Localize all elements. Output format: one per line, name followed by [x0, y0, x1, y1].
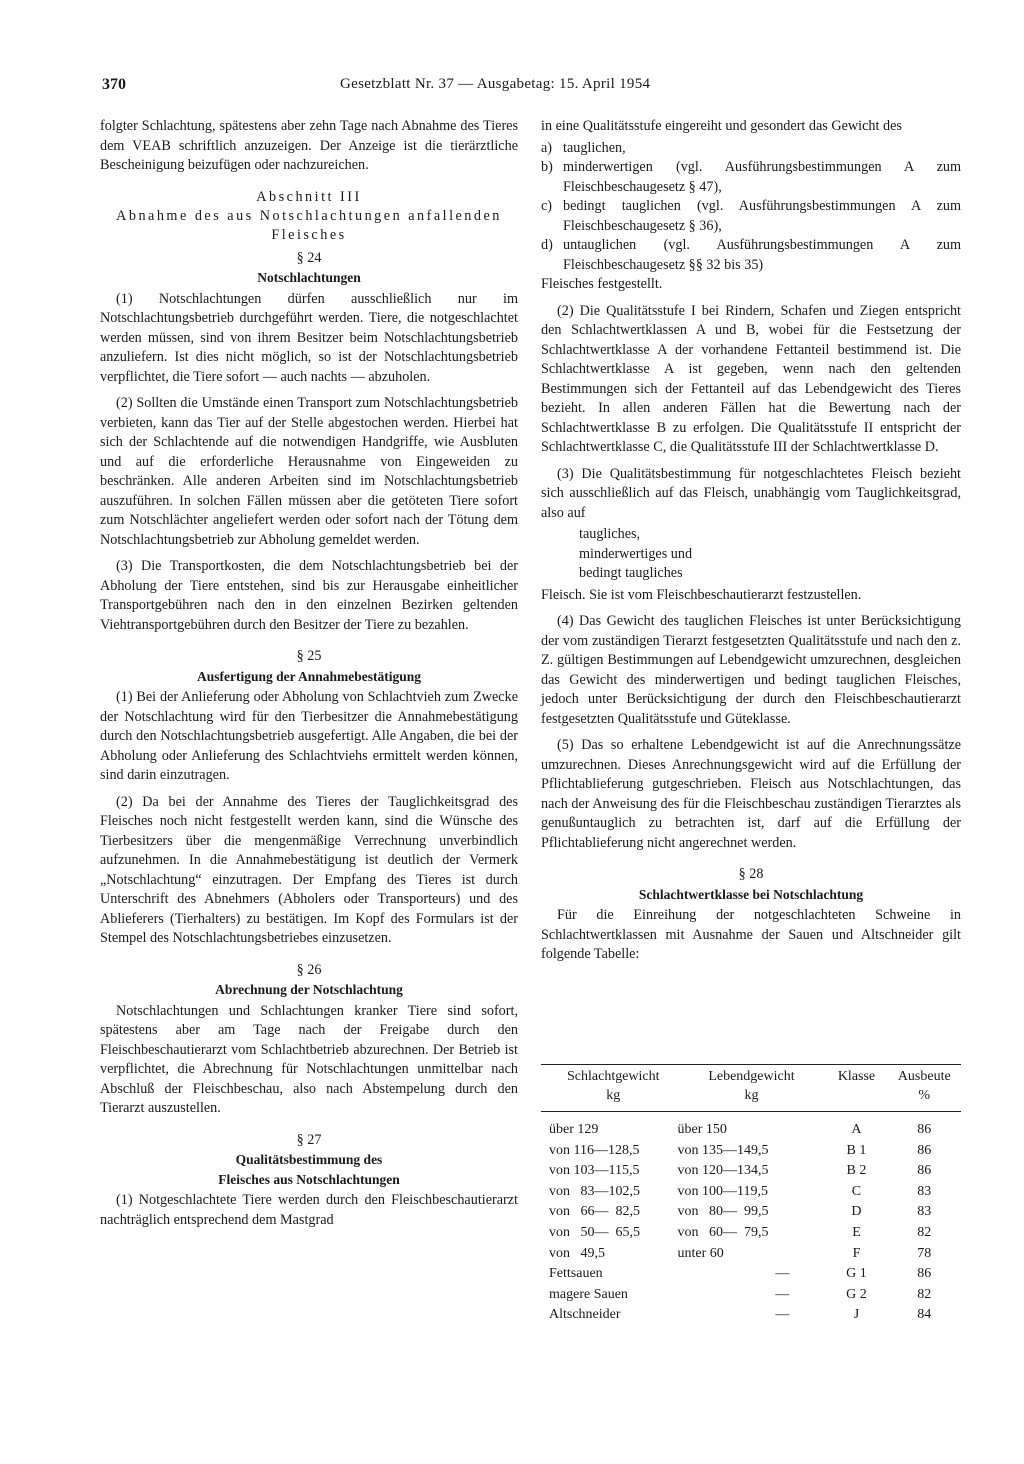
cell-yield: 86	[917, 1142, 932, 1158]
list-text: bedingt tauglichen (vgl. Ausführungsbestimmungen A zum Fleischbeschaugesetz § 36),	[563, 198, 961, 234]
table-row	[541, 1264, 961, 1285]
list-text: untauglichen (vgl. Ausführungsbestimmungen A zum Fleischbeschaugesetz §§ 32 bis 35)	[563, 237, 961, 273]
paragraph-28-intro: Für die Einreihung der notgeschlachteten Schweine in Schlachtwertklassen mit Ausnahme der Sauen und Altschneider gilt folgende Tabelle:	[541, 907, 961, 962]
cell-slaughter-weight: von 116—128,5	[549, 1142, 640, 1158]
list-label: a)	[541, 139, 553, 156]
page-header	[102, 76, 964, 100]
cell-class: B 2	[846, 1163, 867, 1179]
cell-live-weight: —	[775, 1286, 790, 1302]
quality-list	[541, 525, 961, 584]
intro-paragraph: folgter Schlachtung, spätestens aber zehn Tage nach Abnahme des Tieres dem VEAB schriftlich anzuzeigen. Der Anzeige ist die tierärztliche Bescheinigung beizufügen oder nachzureichen.	[100, 118, 518, 173]
cell-yield: 84	[917, 1307, 932, 1323]
left-column	[100, 117, 518, 1237]
gazette-title: Gesetzblatt Nr. 37 — Ausgabetag: 15. April 1954	[340, 76, 651, 92]
paragraph-26-number: § 26	[296, 961, 322, 978]
paragraph-27-5: (5) Das so erhaltene Lebendgewicht ist auf die Anrechnungssätze umzurechnen. Dieses Anrechnungsgewicht wird auf die Erfüllung der Pflichtablieferung gutgeschrieben. Fleisch aus Notschlachtungen, das nach der Anweisung des für die Fleischbeschau zuständigen Tierarztes als genußuntauglich zu betrachten ist, darf auf die Erfüllung der Pflichtablieferung nicht angerechnet werden.	[541, 737, 961, 851]
list-item-b	[541, 158, 961, 197]
right-column	[541, 117, 961, 972]
paragraph-24-2: (2) Sollten die Umstände einen Transport zum Notschlachtungsbetrieb verbieten, kann das Tier auf der Stelle abgestochen werden. Hierbei hat sich der Schlachtende auf die notwendigen Handgriffe, wie Ausbluten und auf die erforderliche Herausnahme von Eingeweiden zu beschränken. Alle anderen Arbeiten sind im Notschlachtungsbetrieb auszuführen. In solchen Fällen müssen aber die getöteten Tiere sofort zum Notschlächter angeliefert werden oder sofort nach der Tötung dem Notschlachtungsbetrieb zur Abholung gemeldet werden.	[100, 395, 518, 548]
page-number: 370	[102, 76, 126, 93]
list-text: minderwertigen (vgl. Ausführungsbestimmungen A zum Fleischbeschaugesetz § 47),	[563, 159, 961, 195]
section-title: Abnahme des aus Notschlachtungen anfallenden Fleisches	[116, 207, 502, 243]
cell-class: J	[853, 1307, 860, 1323]
paragraph-25-title: Ausfertigung der Annahmebestätigung	[196, 668, 422, 684]
cell-live-weight: unter 60	[677, 1245, 724, 1261]
cell-slaughter-weight: von 66— 82,5	[549, 1204, 640, 1220]
paragraph-28-number: § 28	[738, 866, 764, 882]
continuation-paragraph: in eine Qualitätsstufe eingereiht und gesondert das Gewicht des	[541, 118, 902, 134]
cell-live-weight: —	[775, 1307, 790, 1323]
paragraph-28-title: Schlachtwertklasse bei Notschlachtung	[638, 886, 864, 902]
paragraph-27-1: (1) Notgeschlachtete Tiere werden durch den Fleischbeschautierarzt nachträglich entsprechend dem Mastgrad	[100, 1192, 518, 1228]
cell-live-weight: von 60— 79,5	[677, 1224, 769, 1240]
header-class: Klasse	[837, 1069, 876, 1084]
quality-list-item: taugliches,	[579, 526, 641, 542]
cell-slaughter-weight: über 129	[549, 1122, 599, 1137]
paragraph-25-number: § 25	[296, 648, 322, 664]
cell-yield: 83	[917, 1183, 932, 1199]
cell-slaughter-weight: Altschneider	[549, 1307, 621, 1323]
cell-slaughter-weight: von 103—115,5	[549, 1163, 640, 1179]
paragraph-25-2: (2) Da bei der Annahme des Tieres der Tauglichkeitsgrad des Fleisches noch nicht festgestellt werden kann, sind die Wünsche des Tierbesitzers über die mengenmäßige Verrechnung unverbindlich aufzunehmen. In die Annahmebestätigung ist deutlich der Vermerk „Notschlachtung“ einzutragen. Der Empfang des Tieres ist durch Unterschrift des Abnehmers (Abholers oder Transporteurs) und des Ablieferers (Tierhalters) zu bestätigen. Im Kopf des Formulars ist der Stempel des Notschlachtungsbetriebes einzusetzen.	[100, 793, 518, 946]
slaughter-class-table	[541, 1064, 961, 1326]
table-row	[541, 1244, 961, 1265]
cell-yield: 86	[917, 1163, 932, 1179]
after-list-text: Fleisches festgestellt.	[541, 276, 663, 292]
paragraph-26-1: Notschlachtungen und Schlachtungen kranker Tiere sind sofort, spätestens aber am Tage nach der Freigabe durch den Fleischbeschautierarzt vom Schlachtbetrieb abzurechnen. Der Betrieb ist verpflichtet, die Abrechnung für Notschlachtungen unmittelbar nach Abschluß der Fleischbeschau, also nach Abstempelung durch den Tierarzt auszustellen.	[100, 1002, 518, 1116]
quality-list-item: minderwertiges und	[579, 545, 693, 562]
cell-class: F	[852, 1245, 861, 1261]
cell-live-weight: von 120—134,5	[677, 1163, 769, 1179]
cell-class: G 2	[846, 1286, 867, 1302]
table-row	[541, 1112, 961, 1141]
list-item-c	[541, 197, 961, 236]
table-row	[541, 1141, 961, 1162]
cell-class: G 1	[846, 1266, 867, 1282]
header-yield: Ausbeute %	[897, 1069, 951, 1103]
paragraph-25-1: (1) Bei der Anlieferung oder Abholung von Schlachtvieh zum Zwecke der Notschlachtung wird für den Tierbesitzer die Annahmebestätigung durch den Notschlachtungsbetrieb ausgefertigt. Alle Angaben, die bei der Abholung oder Anlieferung des Schlachtviehs ermittelt werden können, sind darin einzutragen.	[100, 689, 518, 783]
cell-class: A	[851, 1122, 862, 1137]
cell-live-weight: von 135—149,5	[677, 1142, 769, 1158]
table-row	[541, 1202, 961, 1223]
list-item-a	[541, 139, 961, 159]
cell-class: B 1	[846, 1142, 867, 1158]
header-slaughter-weight: Schlachtgewicht kg	[567, 1069, 660, 1103]
paragraph-27-3-end: Fleisch. Sie ist vom Fleischbeschautierarzt festzustellen.	[541, 586, 862, 603]
header-live-weight: Lebendgewicht kg	[708, 1069, 795, 1103]
table-header-row	[541, 1065, 961, 1112]
cell-yield: 86	[917, 1266, 932, 1282]
table-row	[541, 1182, 961, 1203]
paragraph-27-number: § 27	[296, 1131, 322, 1148]
paragraph-24-3: (3) Die Transportkosten, die dem Notschlachtungsbetrieb bei der Abholung der Tiere entstehen, sind bis zur Herausgabe einheitlicher Transportgebühren nach den in den einzelnen Bezirken geltenden Viehtransportgebühren durch den Besitzer der Tiere zu bezahlen.	[100, 558, 518, 633]
paragraph-27-title-1: Qualitätsbestimmung des	[235, 1152, 383, 1167]
cell-slaughter-weight: von 83—102,5	[549, 1183, 640, 1199]
list-label: c)	[541, 198, 553, 214]
cell-class: C	[851, 1183, 862, 1199]
paragraph-27-4: (4) Das Gewicht des tauglichen Fleisches ist unter Berücksichtigung der vom zuständigen Tierarzt festgesetzten Qualitätsstufe und nach den z. Z. gültigen Bestimmungen auf Lebendgewicht umzurechnen, desgleichen das Gewicht des minderwertigen und bedingt tauglichen Fleisches, jedoch unter Berücksichtigung der durch den Fleischbeschautierarzt festgesetzten Qualitätsstufe und Güteklasse.	[541, 613, 961, 727]
cell-live-weight: —	[775, 1266, 790, 1282]
paragraph-24-number: § 24	[296, 249, 322, 266]
cell-slaughter-weight: magere Sauen	[549, 1286, 628, 1302]
cell-live-weight: von 80— 99,5	[677, 1204, 769, 1220]
list-label: d)	[541, 237, 553, 253]
cell-slaughter-weight: von 50— 65,5	[549, 1224, 640, 1240]
list-label: b)	[541, 159, 553, 175]
table-row	[541, 1223, 961, 1244]
table-row	[541, 1305, 961, 1326]
cell-yield: 83	[917, 1204, 932, 1220]
paragraph-27-3: (3) Die Qualitätsbestimmung für notgeschlachtetes Fleisch bezieht sich ausschließlich auf das Fleisch, unabhängig vom Tauglichkeitsgrad, also auf	[541, 465, 961, 521]
cell-slaughter-weight: von 49,5	[549, 1245, 605, 1261]
cell-yield: 86	[917, 1122, 932, 1137]
list-item-d	[541, 236, 961, 275]
table-row	[541, 1285, 961, 1306]
cell-class: D	[851, 1204, 862, 1220]
paragraph-24-title: Notschlachtungen	[257, 270, 361, 285]
cell-yield: 82	[917, 1286, 932, 1302]
section-label: Abschnitt III	[256, 188, 362, 205]
list-text: tauglichen,	[563, 139, 626, 156]
cell-class: E	[852, 1224, 861, 1240]
quality-list-item: bedingt taugliches	[579, 565, 683, 581]
paragraph-26-title: Abrechnung der Notschlachtung	[215, 982, 403, 997]
paragraph-27-2: (2) Die Qualitätsstufe I bei Rindern, Schafen und Ziegen entspricht den Schlachtwertklassen A und B, wobei für die Festsetzung der Schlachtwertklasse A der vorhandene Fettanteil bestimmend ist. Die Schlachtwertklasse A ist gegeben, wenn nach den geltenden Bestimmungen sich der Fettanteil auf das Lebendgewicht des Tieres bezieht. In allen anderen Fällen hat die Bewertung nach der Schlachtwertklasse B zu erfolgen. Die Qualitätsstufe II entspricht der Schlachtwertklasse C, die Qualitätsstufe III der Schlachtwertklasse D.	[541, 302, 961, 455]
cell-yield: 78	[917, 1245, 932, 1261]
paragraph-24-1: (1) Notschlachtungen dürfen ausschließlich nur im Notschlachtungsbetrieb durchgeführt werden. Tiere, die notgeschlachtet werden müssen, sind von ihrem Besitzer beim Notschlachtungsbetrieb anzuliefern. Ist dies nicht möglich, so ist der Notschlachtungsbetrieb verpflichtet, die Tiere sofort — auch nachts — abzuholen.	[100, 290, 518, 385]
cell-yield: 82	[917, 1224, 932, 1240]
table-row	[541, 1161, 961, 1182]
paragraph-27-title-2: Fleisches aus Notschlachtungen	[218, 1171, 400, 1187]
cell-live-weight: über 150	[677, 1122, 727, 1137]
cell-live-weight: von 100—119,5	[677, 1183, 769, 1199]
cell-slaughter-weight: Fettsauen	[549, 1266, 603, 1282]
